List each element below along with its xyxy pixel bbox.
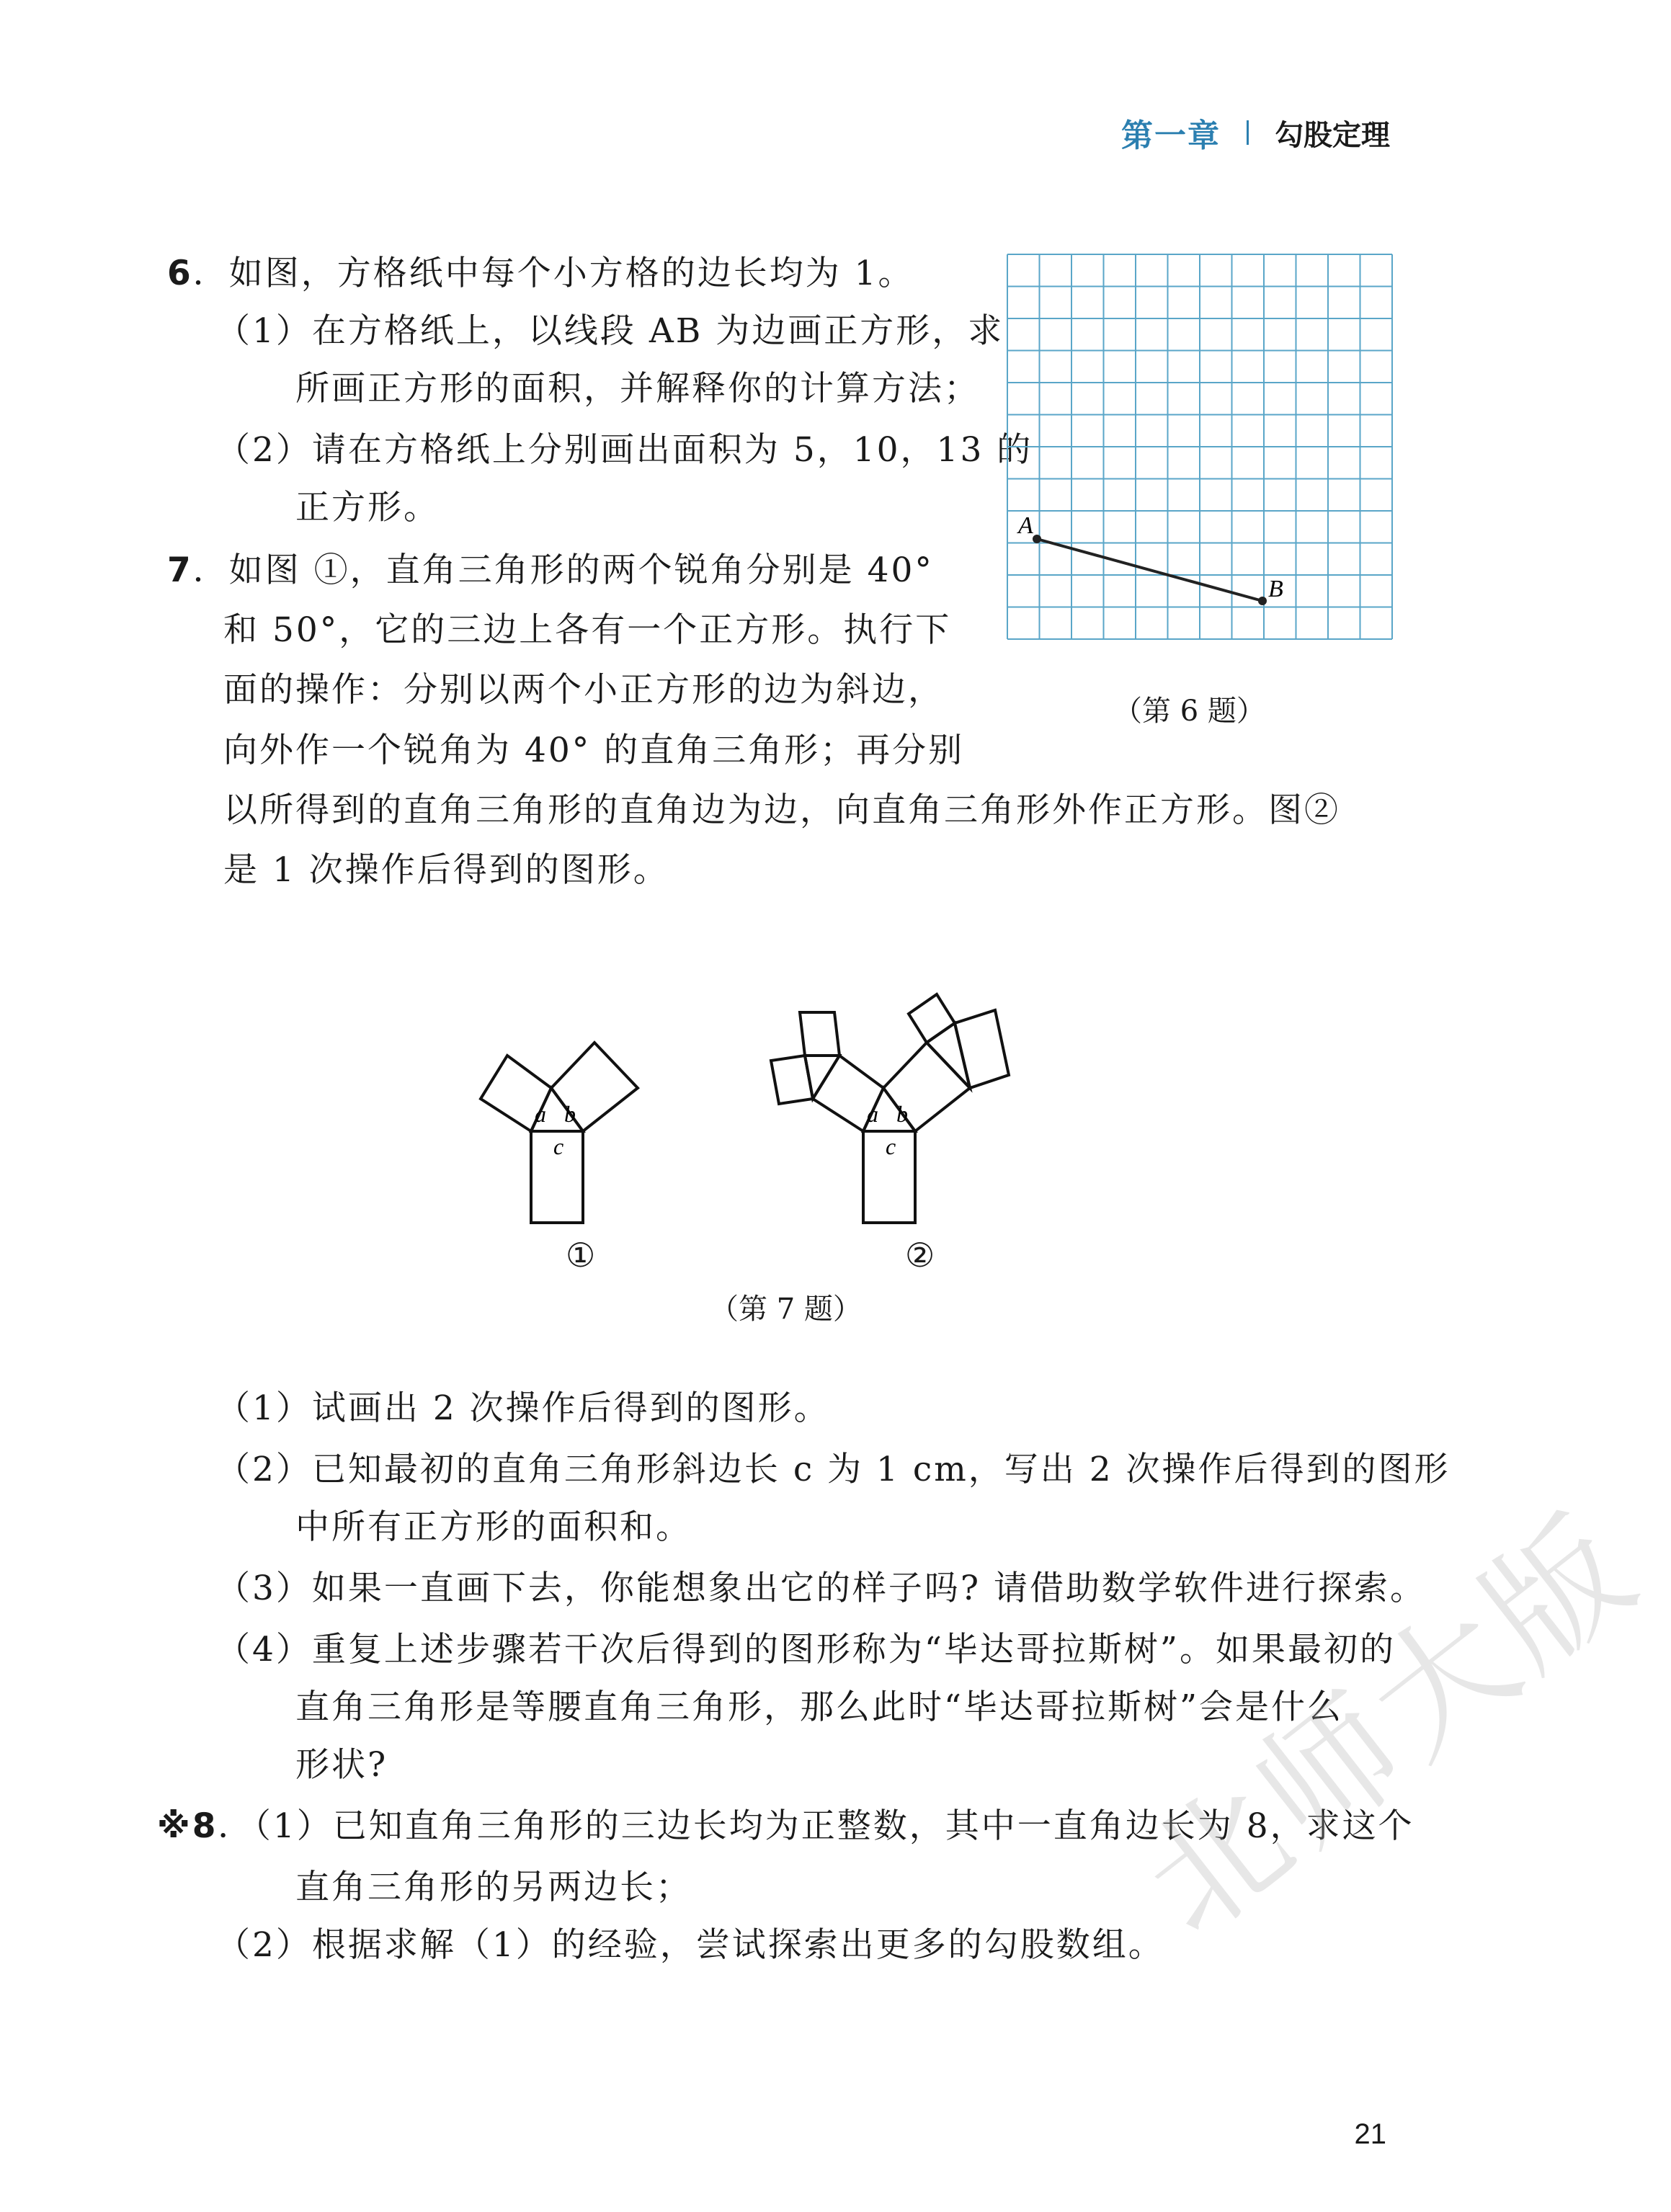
q6-part1-line1: （1）在方格纸上，以线段 AB 为边画正方形，求 — [216, 311, 1004, 351]
point-a-label: A — [1018, 512, 1033, 539]
q7-line5: 以所得到的直角三角形的直角边为边，向直角三角形外作正方形。图② — [223, 790, 1340, 830]
q7-line1: 7．如图 ①，直角三角形的两个锐角分别是 40° — [167, 550, 934, 590]
point-a-dot — [1033, 535, 1041, 543]
header-divider — [1247, 120, 1249, 145]
watermark: 北师大版 — [1113, 1484, 1667, 1966]
q7-sub1: （1）试画出 2 次操作后得到的图形。 — [216, 1388, 830, 1428]
side-b-label: b — [564, 1101, 576, 1127]
square-b2 — [955, 1010, 1009, 1088]
q7-line2: 和 50°，它的三边上各有一个正方形。执行下 — [223, 610, 952, 650]
side-a-label: a — [535, 1101, 546, 1127]
figure-1-label: ① — [566, 1236, 596, 1275]
side-b-label: b — [896, 1101, 908, 1127]
q6-stem: 6．如图，方格纸中每个小方格的边长均为 1。 — [167, 254, 914, 293]
q6-part1-line2: 所画正方形的面积，并解释你的计算方法； — [295, 369, 980, 409]
q7-line4: 向外作一个锐角为 40° 的直角三角形；再分别 — [223, 731, 965, 770]
chapter-title: 第一章 — [1121, 117, 1221, 154]
grid-lines — [1007, 254, 1392, 639]
q6-part2-line1: （2）请在方格纸上分别画出面积为 5，10，13 的 — [216, 430, 1033, 470]
point-b-label: B — [1268, 576, 1283, 602]
q7-sub4-line3: 形状? — [295, 1745, 388, 1785]
q6-part2-line2: 正方形。 — [295, 488, 440, 527]
square-a1 — [771, 1056, 813, 1104]
side-a-label: a — [867, 1101, 878, 1127]
q6-caption: （第 6 题） — [1113, 695, 1265, 728]
segment-ab — [1037, 539, 1262, 601]
q7-sub3: （3）如果一直画下去，你能想象出它的样子吗? 请借助数学软件进行探索。 — [216, 1569, 1427, 1608]
figure-2-label: ② — [905, 1236, 935, 1275]
q7-line3: 面的操作：分别以两个小正方形的边为斜边， — [223, 670, 944, 710]
q7-sub4-line2: 直角三角形是等腰直角三角形，那么此时“毕达哥拉斯树”会是什么 — [295, 1687, 1344, 1727]
q7-sub2-line1: （2）已知最初的直角三角形斜边长 c 为 1 cm，写出 2 次操作后得到的图形 — [216, 1450, 1451, 1489]
point-b-dot — [1258, 597, 1267, 605]
square-b1 — [909, 994, 955, 1043]
square-a2 — [800, 1012, 839, 1056]
q7-figure-2 — [760, 937, 1092, 1239]
side-c-label: c — [886, 1133, 896, 1159]
q8-line1: ※8．（1）已知直角三角形的三边长均为正整数，其中一直角边长为 8，求这个 — [157, 1806, 1414, 1846]
q8-number: ※8 — [157, 1806, 218, 1846]
side-c-label: c — [553, 1133, 564, 1159]
q8-line3: （2）根据求解（1）的经验，尝试探索出更多的勾股数组。 — [216, 1925, 1164, 1965]
q7-sub4-line1: （4）重复上述步骤若干次后得到的图形称为“毕达哥拉斯树”。如果最初的 — [216, 1630, 1396, 1669]
page-number: 21 — [1354, 2118, 1386, 2150]
q7-line6: 是 1 次操作后得到的图形。 — [223, 850, 669, 890]
page-header — [1121, 110, 1390, 156]
q7-number: 7 — [167, 550, 193, 590]
q8-line2: 直角三角形的另两边长； — [295, 1868, 692, 1907]
q6-number: 6 — [167, 254, 193, 293]
section-title: 勾股定理 — [1275, 118, 1390, 152]
q7-caption: （第 7 题） — [710, 1293, 862, 1326]
q7-figure-1 — [468, 987, 699, 1239]
q7-sub2-line2: 中所有正方形的面积和。 — [295, 1507, 692, 1547]
q6-grid-figure — [1005, 252, 1394, 670]
